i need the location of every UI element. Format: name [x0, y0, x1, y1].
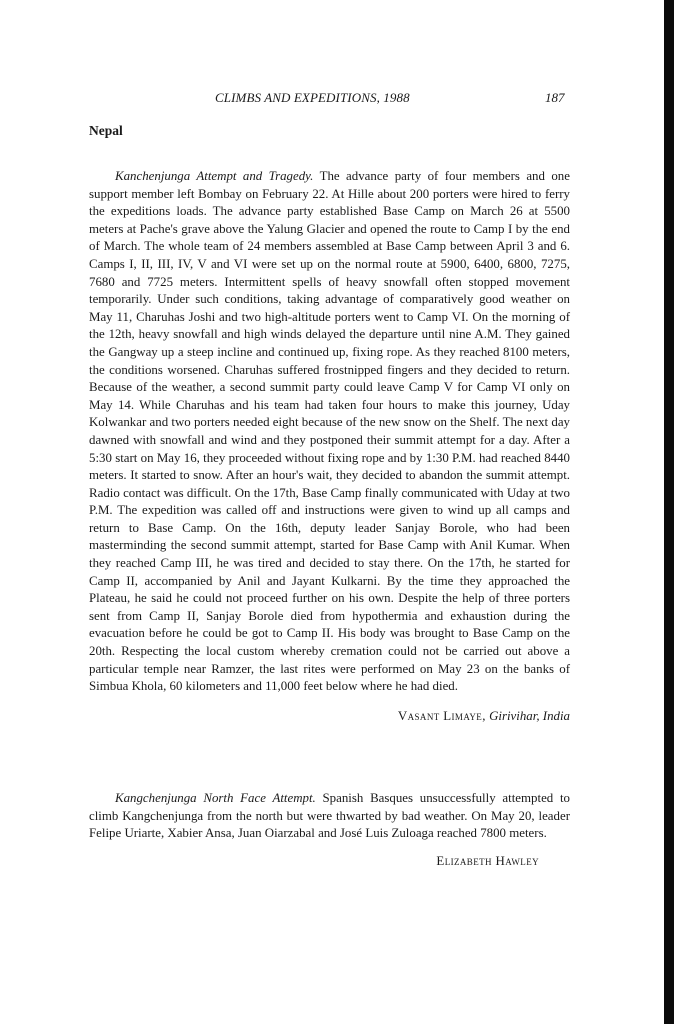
running-title: CLIMBS AND EXPEDITIONS, 1988 [215, 90, 410, 105]
article-paragraph [89, 790, 570, 843]
page-number: 187 [545, 90, 565, 105]
author-name: Elizabeth Hawley [436, 853, 539, 868]
article-paragraph [89, 168, 570, 696]
article-north-face-attempt [89, 790, 570, 870]
article-signature [89, 708, 570, 726]
author-name: Vasant Limaye, [397, 708, 486, 723]
article-body: Spanish Basques unsuccessfully attempted to climb Kangchenjunga from the north but were thwarted by bad weather. On May 20, leader Felipe Uriarte, Xabier Ansa, Juan Oiarzabal and José Luis Zuloaga reached 7800 meters. [89, 791, 570, 841]
running-header [0, 90, 674, 108]
article-title: Kangchenjunga North Face Attempt. [115, 791, 316, 805]
article-body: The advance party of four members and one support member left Bombay on February 22. At Hille about 200 porters were hired to ferry the expeditions loads. The advance party established Base Camp on March 26 at 5500 meters at Pache's grave above the Yalung Glacier and opened the route to Camp I by the end of March. The whole team of 24 members assembled at Base Camp between April 3 and 6. Camps I, II, III, IV, V and VI were set up on the normal route at 5900, 6400, 6800, 7275, 7680 and 7725 meters. Intermittent spells of heavy snowfall often stopped movement temporarily. Under such conditions, taking advantage of comparatively good weather on May 11, Charuhas Joshi and two high-altitude porters went to Camp VI. On the morning of the 12th, heavy snowfall and high winds delayed the departure until nine A.M. They gained the Gangway up a steep incline and continued up, fixing rope. As they reached 8100 meters, the conditions worsened. Charuhas suffered frostnipped fingers and they decided to return. Because of the weather, a second summit party could leave Camp V for Camp VI only on May 14. While Charuhas and his team had taken four hours to make this journey, Uday Kolwankar and two porters needed eight because of the new snow on the Shelf. The next day dawned with snowfall and wind and they postponed their summit attempt for a day. After a 5:30 start on May 16, they proceeded without fixing rope and by 1:30 P.M. had reached 8440 meters. It started to snow. After an hour's wait, they decided to abandon the summit attempt. Radio contact was difficult. On the 17th, Base Camp finally communicated with Uday at two P.M. The expedition was called off and instructions were given to wind up all camps and return to Base Camp. On the 16th, deputy leader Sanjay Borole, who had been masterminding the second summit attempt, started for Base Camp with Anil Kumar. When they reached Camp III, he was tired and decided to stay there. On the 17th, he started for Camp II, accompanied by Anil and Jayant Kulkarni. By the time they approached the Plateau, he said he could not proceed further on his own. Despite the help of three porters sent from Camp II, Sanjay Borole died from hypothermia and exhaustion during the evacuation before he could be got to Camp II. His body was brought to Base Camp on the 20th. Respecting the local custom whereby cremation could not be carried out above a particular temple near Ramzer, the last rites were performed on May 23 on the banks of Simbua Khola, 60 kilometers and 11,000 feet below where he had died. [89, 169, 570, 694]
article-kanchenjunga-attempt [89, 168, 570, 725]
author-affiliation: Girivihar, India [489, 708, 570, 723]
page-edge-shadow [664, 0, 674, 1024]
article-signature [89, 853, 570, 871]
article-title: Kanchenjunga Attempt and Tragedy. [115, 169, 314, 183]
section-heading: Nepal [89, 123, 123, 138]
